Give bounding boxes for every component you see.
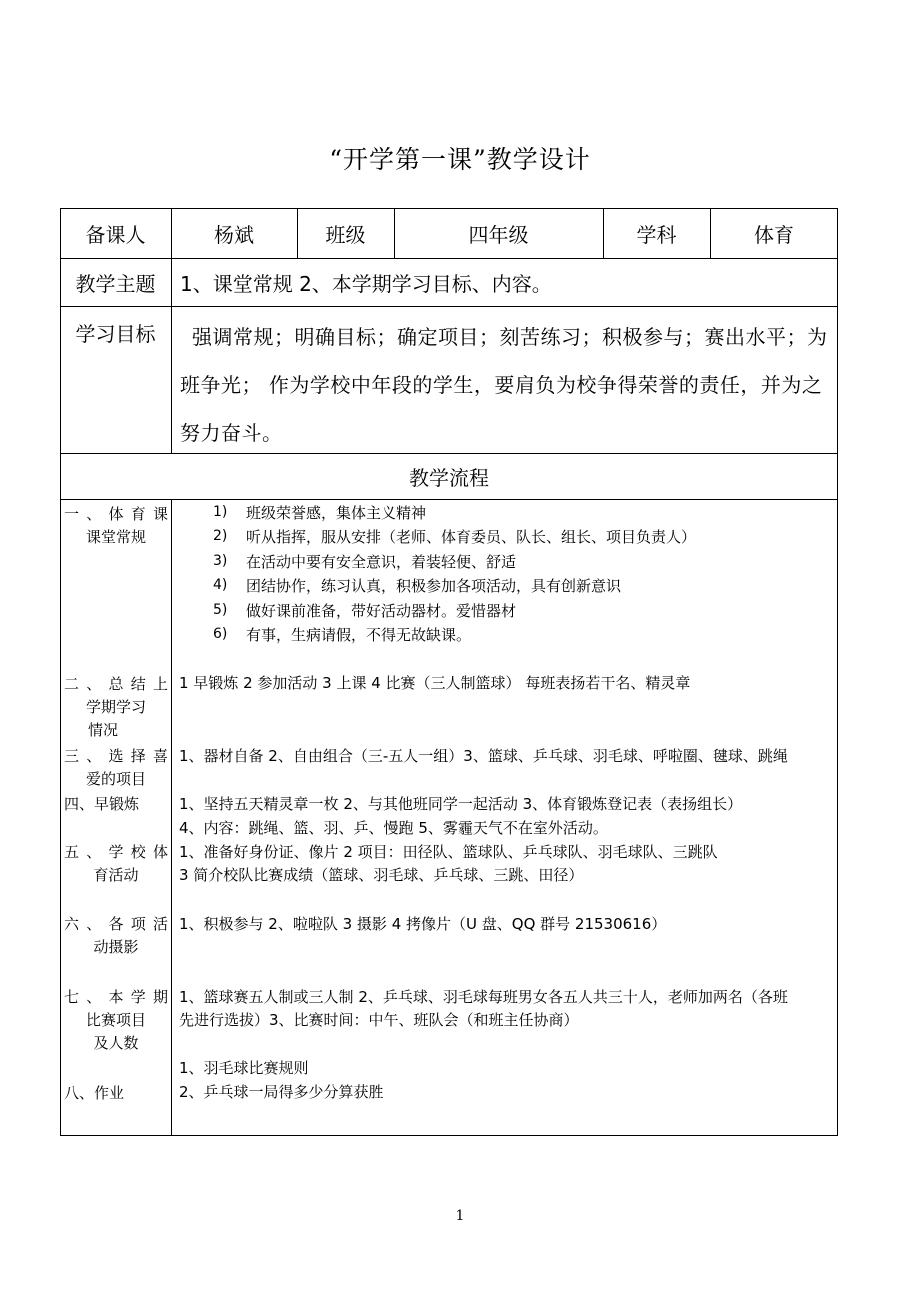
section-label: 六、各项活 动摄影 (64, 915, 168, 956)
subject-label: 学科 (636, 222, 677, 247)
section-label: 七、本学期 比赛项目 及人数 (64, 988, 168, 1052)
table-rule (60, 499, 838, 500)
goals-label: 学习目标 (75, 321, 156, 346)
list-item: 班级荣誉感，集体主义精神 (246, 504, 427, 522)
section-label: 三、选择喜 爱的项目 (64, 747, 168, 788)
list-item: 有事，生病请假，不得无故缺课。 (246, 626, 472, 644)
section-line: 先进行选拔）3、比赛时间：中午、班队会（和班主任协商） (179, 1011, 579, 1029)
section-label: 二、总结上 学期学习 情况 (64, 675, 168, 739)
section-label: 八、作业 (64, 1084, 125, 1102)
teacher-value: 杨斌 (214, 222, 254, 247)
section-line: 3 简介校队比赛成绩（篮球、羽毛球、乒乓球、三跳、田径） (179, 866, 584, 884)
class-label: 班级 (325, 222, 366, 247)
section-line: 2、乒乓球一局得多少分算获胜 (179, 1083, 384, 1101)
section-line: 4、内容：跳绳、篮、羽、乒、慢跑 5、雾霾天气不在室外活动。 (179, 819, 608, 837)
table-rule (60, 306, 838, 307)
table-rule (171, 499, 172, 1136)
page-number: 1 (455, 1208, 465, 1224)
list-number: 2) (213, 528, 228, 544)
flow-heading: 教学流程 (409, 465, 489, 490)
section-label: 四、早锻炼 (64, 795, 140, 813)
teacher-label: 备课人 (85, 222, 146, 247)
topic-value: 1、课堂常规 2、本学期学习目标、内容。 (180, 271, 552, 296)
section-label: 五、学校体 育活动 (64, 843, 168, 884)
section-line: 1、羽毛球比赛规则 (179, 1059, 309, 1077)
list-number: 4) (213, 577, 228, 593)
section-label: 一、体育课 课堂常规 (64, 505, 168, 546)
section-line: 1、准备好身份证、像片 2 项目：田径队、篮球队、乒乓球队、羽毛球队、三跳队 (179, 843, 718, 861)
list-number: 5) (213, 602, 228, 618)
subject-value: 体育 (754, 222, 794, 247)
list-item: 团结协作，练习认真，积极参加各项活动，具有创新意识 (246, 577, 622, 595)
list-item: 听从指挥，服从安排（老师、体育委员、队长、组长、项目负责人） (246, 528, 697, 546)
list-item: 在活动中要有安全意识，着装轻便、舒适 (246, 553, 517, 571)
list-item: 做好课前准备，带好活动器材。爱惜器材 (246, 602, 517, 620)
list-number: 6) (213, 626, 228, 642)
section-line: 1、积极参与 2、啦啦队 3 摄影 4 拷像片（U 盘、QQ 群号 21530616） (179, 915, 667, 933)
list-number: 1) (213, 504, 228, 520)
section-line: 1 早锻炼 2 参加活动 3 上课 4 比赛（三人制篮球） 每班表扬若干名、精灵章 (179, 674, 691, 692)
section-line: 1、篮球赛五人制或三人制 2、乒乓球、羽毛球每班男女各五人共三十人，老师加两名（各班 (179, 988, 788, 1006)
section-line: 1、器材自备 2、自由组合（三-五人一组）3、篮球、乒乓球、羽毛球、呼啦圈、毽球、跳绳 (179, 747, 788, 765)
goals-value: 强调常规；明确目标；确定项目；刻苦练习；积极参与；赛出水平；为班争光； 作为学校中年段的学生，要肩负为校争得荣誉的责任，并为之努力奋斗。 (180, 325, 828, 445)
section-line: 1、坚持五天精灵章一枚 2、与其他班同学一起活动 3、体育锻炼登记表（表扬组长） (179, 795, 743, 813)
class-value: 四年级 (468, 222, 529, 247)
list-number: 3) (213, 553, 228, 569)
topic-label: 教学主题 (75, 271, 156, 296)
page-title: “开学第一课”教学设计 (329, 145, 591, 174)
